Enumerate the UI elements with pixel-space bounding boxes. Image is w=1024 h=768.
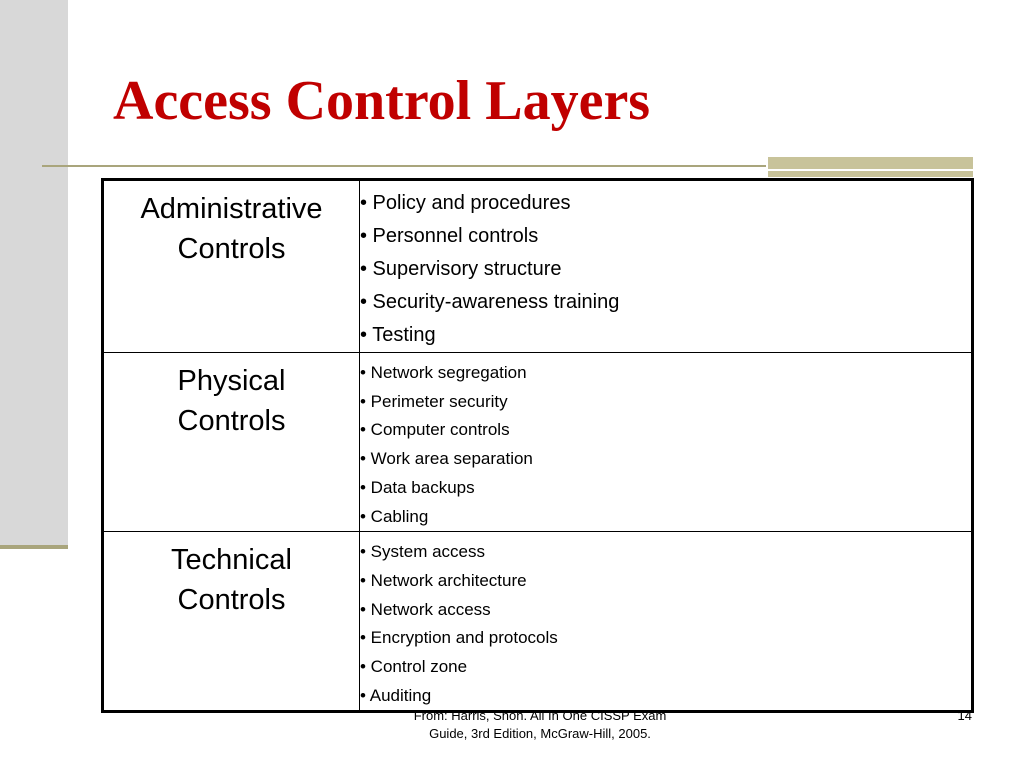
item-list: [360, 532, 971, 710]
list-item: • Control zone: [360, 657, 468, 677]
category-cell: [103, 532, 360, 712]
list-item: • Work area separation: [360, 449, 533, 469]
category-label: Administrative Controls: [140, 193, 323, 265]
category-cell: [103, 353, 360, 532]
items-cell: [360, 353, 973, 532]
list-item: • Computer controls: [360, 420, 510, 440]
items-cell: [360, 532, 973, 712]
list-item: • System access: [360, 542, 485, 562]
accent-block: [768, 157, 973, 169]
list-item: • Supervisory structure: [360, 258, 562, 280]
list-item: • Policy and procedures: [360, 192, 571, 214]
list-item: • Testing: [360, 324, 436, 346]
category-cell: [103, 180, 360, 353]
list-item: • Auditing: [360, 685, 432, 705]
table-row: [103, 532, 973, 712]
list-item: • Network architecture: [360, 570, 527, 590]
table-row: [103, 180, 973, 353]
table-row: [103, 353, 973, 532]
sidebar-accent-line: [0, 545, 68, 549]
list-item: • Security-awareness training: [360, 291, 620, 313]
category-label: Physical Controls: [177, 365, 286, 437]
list-item: • Data backups: [360, 477, 475, 497]
title-underline-rule: [42, 165, 766, 167]
item-list: [360, 353, 971, 531]
slide-number: 14: [957, 708, 972, 723]
list-item: • Perimeter security: [360, 391, 508, 411]
accent-block: [768, 171, 973, 177]
item-list: [360, 181, 971, 352]
left-sidebar-decoration: [0, 0, 68, 545]
access-control-table: [101, 178, 974, 713]
slide-title: Access Control Layers: [113, 70, 651, 132]
category-label: Technical Controls: [171, 544, 292, 617]
list-item: • Network access: [360, 599, 491, 619]
list-item: • Encryption and protocols: [360, 628, 558, 648]
items-cell: [360, 180, 973, 353]
list-item: • Personnel controls: [360, 225, 539, 247]
list-item: • Cabling: [360, 506, 429, 526]
source-citation: From: Harris, Shon. All In One CISSP Exam Guide, 3rd Edition, McGraw-Hill, 2005.: [413, 708, 667, 741]
list-item: • Network segregation: [360, 363, 527, 382]
